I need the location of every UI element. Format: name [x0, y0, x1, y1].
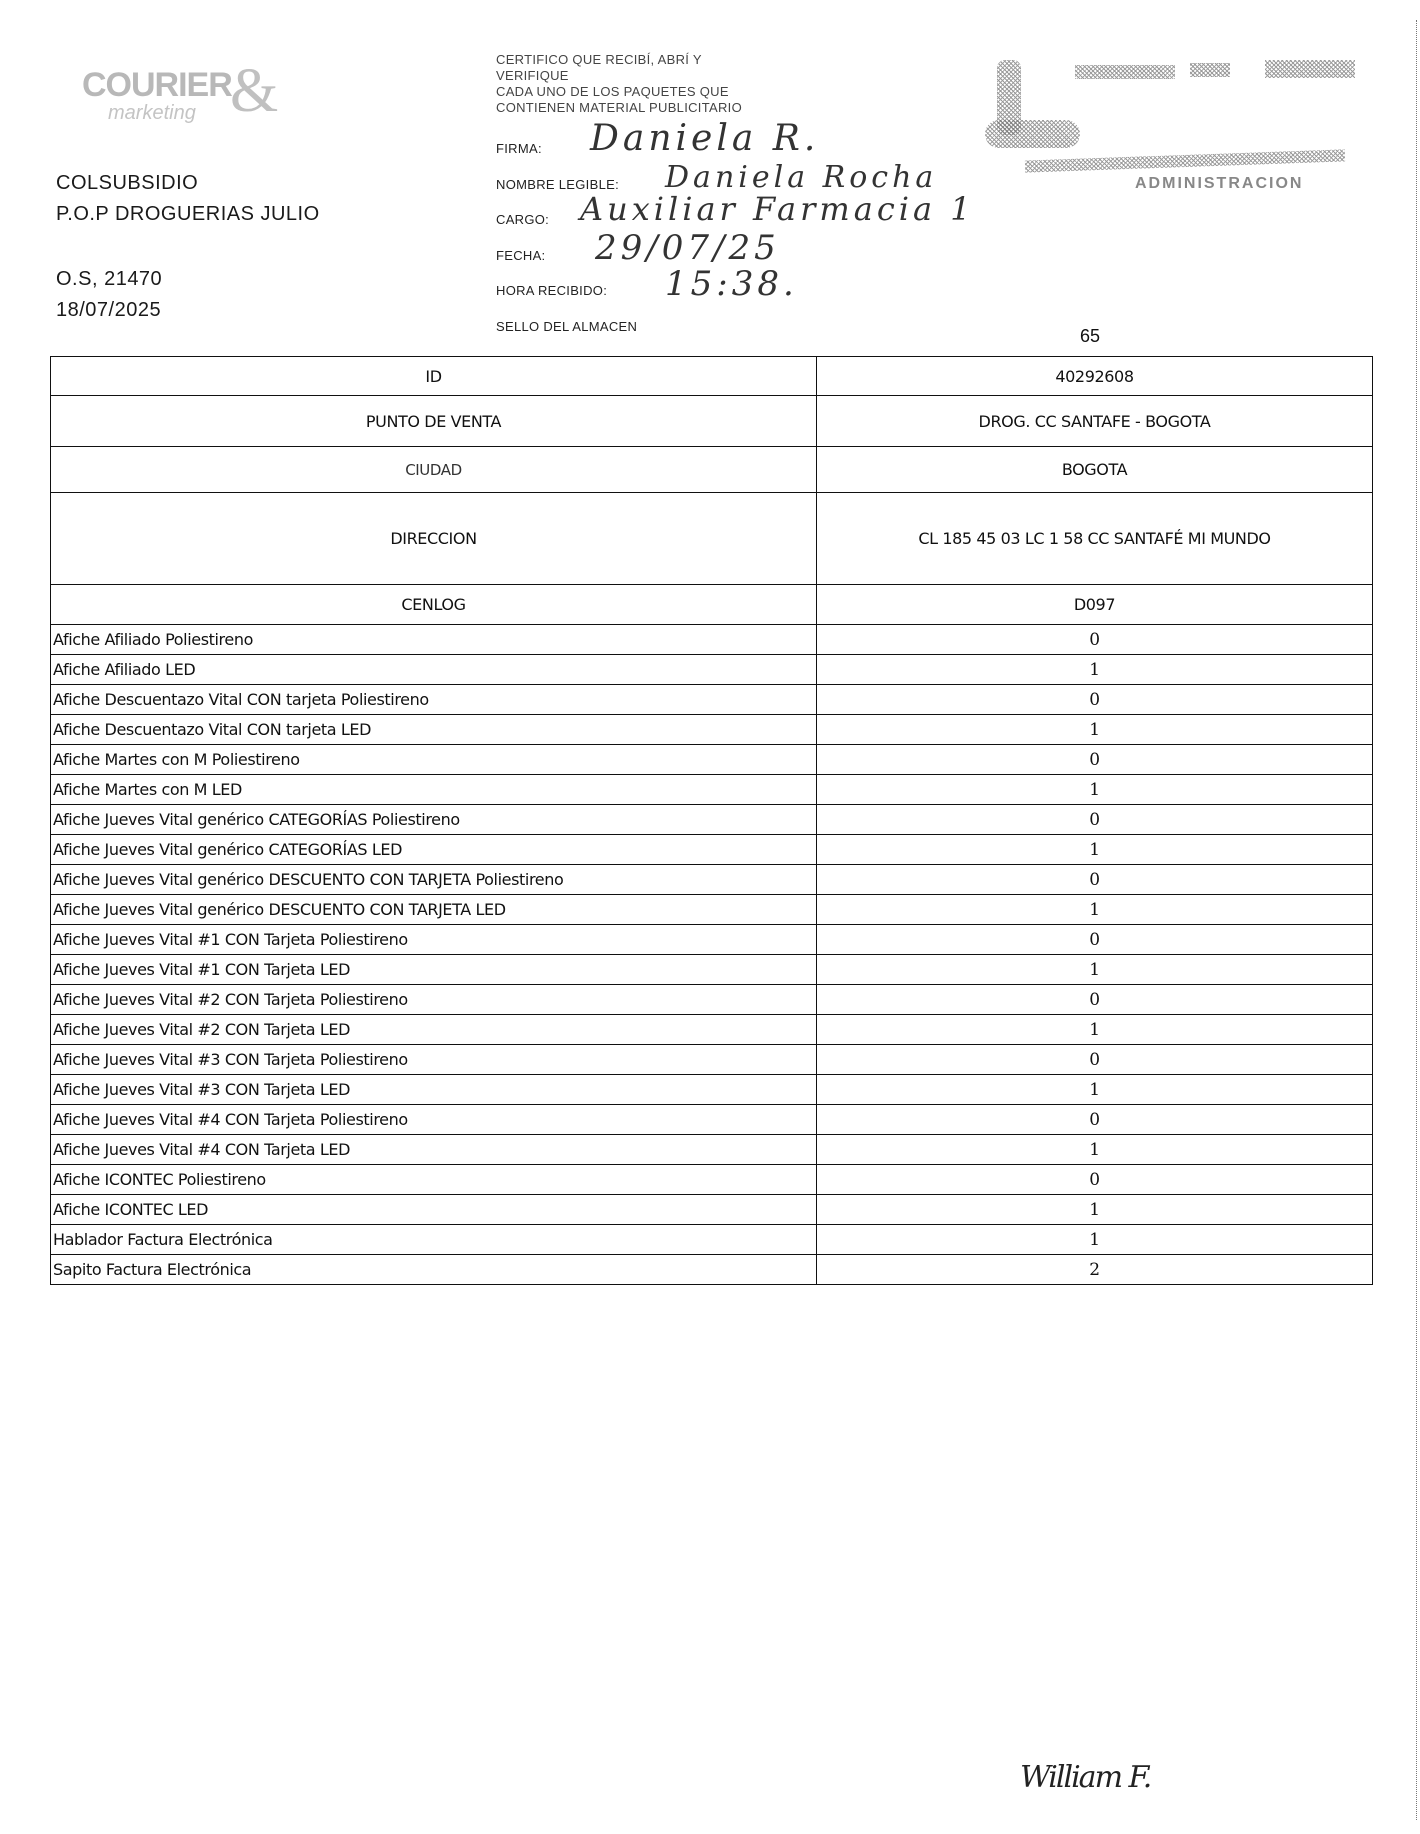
logo-subtitle: marketing [108, 102, 196, 124]
row-value: DROG. CC SANTAFE - BOGOTA [817, 396, 1373, 447]
table-row [51, 835, 1373, 865]
item-quantity: 0 [817, 745, 1373, 775]
item-quantity: 1 [817, 1135, 1373, 1165]
warehouse-stamp [985, 55, 1355, 205]
item-name: Afiche Jueves Vital #4 CON Tarjeta Poliestireno [51, 1105, 817, 1135]
item-quantity: 1 [817, 1225, 1373, 1255]
item-quantity: 1 [817, 715, 1373, 745]
table-row [51, 1015, 1373, 1045]
logo-ampersand: & [230, 57, 279, 125]
cargo-value: Auxiliar Farmacia 1 [580, 190, 975, 228]
item-quantity: 0 [817, 985, 1373, 1015]
item-quantity: 1 [817, 835, 1373, 865]
cargo-label: CARGO: [496, 212, 550, 227]
cert-line: CADA UNO DE LOS PAQUETES QUE [496, 84, 729, 99]
table-row [51, 1225, 1373, 1255]
row-label: PUNTO DE VENTA [51, 396, 817, 447]
firma-label: FIRMA: [496, 141, 542, 156]
page-number: 65 [1080, 326, 1101, 346]
nombre-value: Daniela Rocha [665, 160, 938, 195]
item-name: Afiche Jueves Vital #1 CON Tarjeta LED [51, 955, 817, 985]
item-quantity: 0 [817, 865, 1373, 895]
table-row [51, 1255, 1373, 1285]
item-quantity: 0 [817, 625, 1373, 655]
item-name: Afiche Jueves Vital genérico DESCUENTO CON TARJETA Poliestireno [51, 865, 817, 895]
fecha-value: 29/07/25 [595, 228, 780, 268]
courier-logo [80, 57, 279, 132]
stamp-text-top-right [1265, 60, 1355, 78]
fecha-label: FECHA: [496, 248, 546, 263]
item-quantity: 0 [817, 685, 1373, 715]
row-value: D097 [817, 585, 1373, 625]
item-quantity: 0 [817, 1105, 1373, 1135]
item-name: Afiche ICONTEC LED [51, 1195, 817, 1225]
table-row [51, 1195, 1373, 1225]
firma-signature: Daniela R. [590, 118, 820, 159]
table-row [51, 805, 1373, 835]
table-row-punto-venta [51, 396, 1373, 447]
table-row [51, 865, 1373, 895]
item-quantity: 1 [817, 955, 1373, 985]
item-name: Afiche Jueves Vital #3 CON Tarjeta LED [51, 1075, 817, 1105]
order-number: O.S, 21470 [56, 268, 163, 290]
certification-text [496, 52, 826, 116]
item-name: Afiche Jueves Vital genérico CATEGORÍAS Poliestireno [51, 805, 817, 835]
item-quantity: 1 [817, 655, 1373, 685]
stamp-base [985, 120, 1080, 148]
stamp-text-top-mid [1190, 63, 1230, 77]
nombre-label: NOMBRE LEGIBLE: [496, 177, 619, 192]
row-value: BOGOTA [817, 447, 1373, 493]
cert-line: CONTIENEN MATERIAL PUBLICITARIO [496, 100, 742, 115]
item-name: Afiche Jueves Vital #3 CON Tarjeta Poliestireno [51, 1045, 817, 1075]
table-row [51, 1165, 1373, 1195]
hora-value: 15:38. [665, 264, 798, 304]
item-name: Afiche Martes con M Poliestireno [51, 745, 817, 775]
table-row [51, 745, 1373, 775]
item-quantity: 1 [817, 895, 1373, 925]
cert-line: CERTIFICO QUE RECIBÍ, ABRÍ Y [496, 52, 702, 67]
table-row [51, 1075, 1373, 1105]
client-name: COLSUBSIDIO [56, 172, 199, 194]
delivery-table [50, 356, 1373, 1285]
table-row [51, 715, 1373, 745]
table-row [51, 985, 1373, 1015]
item-name: Afiche Descuentazo Vital CON tarjeta LED [51, 715, 817, 745]
item-name: Afiche Descuentazo Vital CON tarjeta Poliestireno [51, 685, 817, 715]
item-name: Hablador Factura Electrónica [51, 1225, 817, 1255]
table-row [51, 625, 1373, 655]
footer-signature: William F. [1020, 1760, 1151, 1795]
row-label: CENLOG [51, 585, 817, 625]
campaign-name: P.O.P DROGUERIAS JULIO [56, 203, 320, 225]
table-row [51, 1105, 1373, 1135]
table-row [51, 655, 1373, 685]
order-date: 18/07/2025 [56, 299, 162, 321]
table-row-id [51, 357, 1373, 396]
item-quantity: 1 [817, 775, 1373, 805]
item-name: Afiche Jueves Vital #1 CON Tarjeta Poliestireno [51, 925, 817, 955]
item-name: Sapito Factura Electrónica [51, 1255, 817, 1285]
row-label: DIRECCION [51, 493, 817, 585]
item-name: Afiche Jueves Vital genérico DESCUENTO CON TARJETA LED [51, 895, 817, 925]
item-quantity: 0 [817, 1045, 1373, 1075]
logo-word: COURIER [82, 66, 232, 104]
item-quantity: 1 [817, 1015, 1373, 1045]
item-quantity: 1 [817, 1075, 1373, 1105]
item-name: Afiche Martes con M LED [51, 775, 817, 805]
item-name: Afiche ICONTEC Poliestireno [51, 1165, 817, 1195]
item-quantity: 0 [817, 1165, 1373, 1195]
item-name: Afiche Afiliado LED [51, 655, 817, 685]
table-row [51, 685, 1373, 715]
stamp-admin-text: ADMINISTRACION [1135, 175, 1304, 192]
item-name: Afiche Jueves Vital #2 CON Tarjeta LED [51, 1015, 817, 1045]
table-row-direccion [51, 493, 1373, 585]
item-quantity: 0 [817, 805, 1373, 835]
row-value: 40292608 [817, 357, 1373, 396]
item-quantity: 2 [817, 1255, 1373, 1285]
table-row [51, 955, 1373, 985]
table-row [51, 1045, 1373, 1075]
table-row [51, 925, 1373, 955]
item-quantity: 1 [817, 1195, 1373, 1225]
table-row [51, 1135, 1373, 1165]
row-value: CL 185 45 03 LC 1 58 CC SANTAFÉ MI MUNDO [817, 493, 1373, 585]
table-row-cenlog [51, 585, 1373, 625]
stamp-text-top-left [1075, 65, 1175, 79]
row-label: ID [51, 357, 817, 396]
stamp-signature-stroke [1025, 149, 1345, 172]
sello-label: SELLO DEL ALMACEN [496, 319, 638, 334]
hora-label: HORA RECIBIDO: [496, 283, 608, 298]
item-name: Afiche Jueves Vital #2 CON Tarjeta Poliestireno [51, 985, 817, 1015]
table-row [51, 895, 1373, 925]
cert-line: VERIFIQUE [496, 68, 569, 83]
item-quantity: 0 [817, 925, 1373, 955]
table-row [51, 775, 1373, 805]
item-name: Afiche Jueves Vital #4 CON Tarjeta LED [51, 1135, 817, 1165]
items-body [51, 625, 1373, 1285]
item-name: Afiche Jueves Vital genérico CATEGORÍAS LED [51, 835, 817, 865]
item-name: Afiche Afiliado Poliestireno [51, 625, 817, 655]
table-row-ciudad [51, 447, 1373, 493]
row-label: CIUDAD [51, 447, 817, 493]
scan-edge-line [1416, 20, 1417, 1820]
